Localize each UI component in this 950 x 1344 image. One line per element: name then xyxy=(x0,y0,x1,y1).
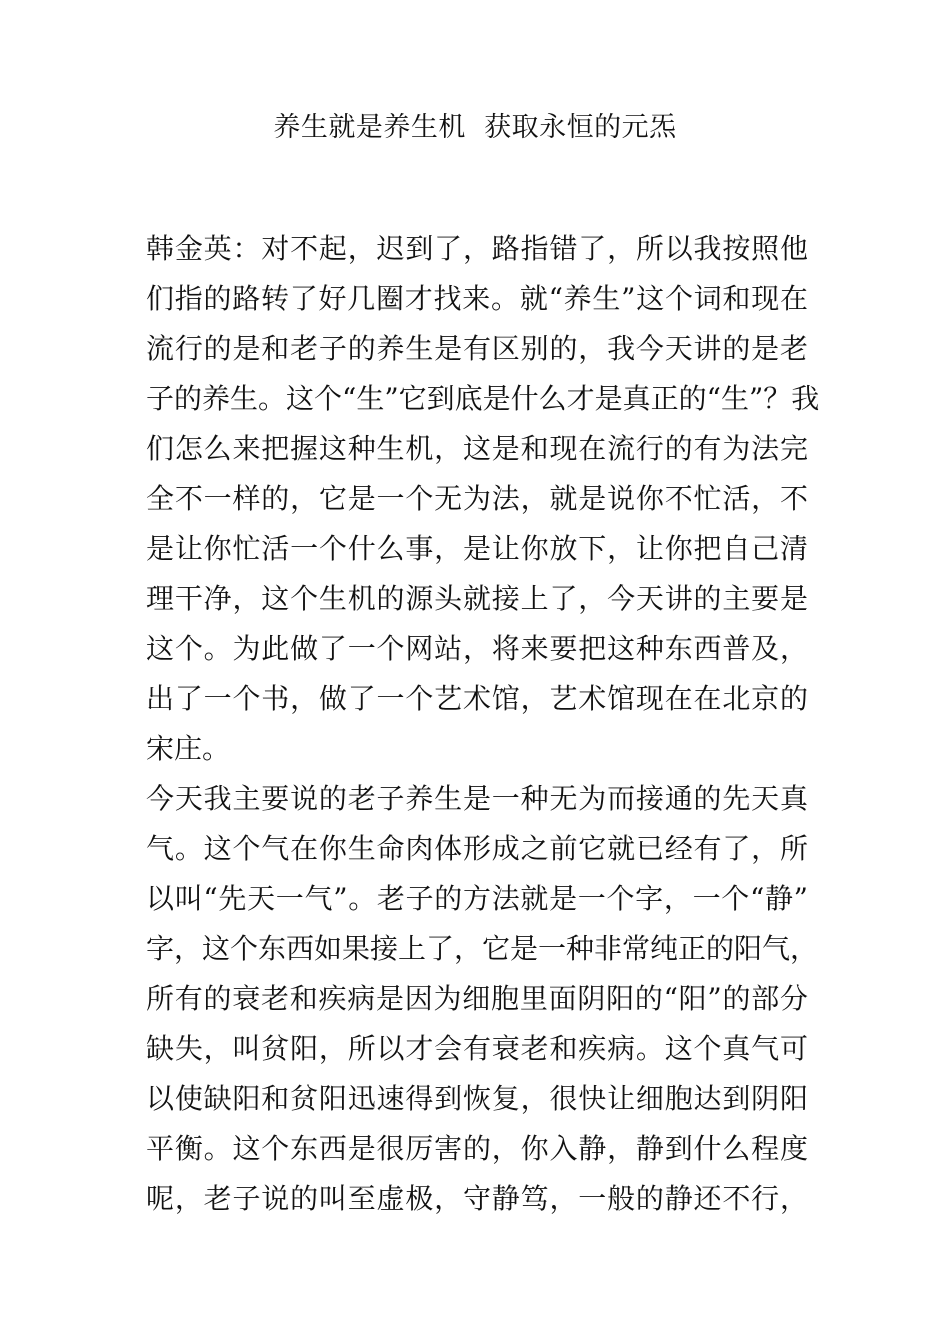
text-line: 理干净，这个生机的源头就接上了，今天讲的主要是 xyxy=(146,582,808,615)
paragraph-1 xyxy=(146,224,820,774)
text-line: 以叫“先天一气”。老子的方法就是一个字，一个“静” xyxy=(146,882,808,915)
text-line: 字，这个东西如果接上了，它是一种非常纯正的阳气， xyxy=(146,932,819,965)
text-line: 流行的是和老子的养生是有区别的，我今天讲的是老 xyxy=(146,332,808,365)
text-line: 全不一样的，它是一个无为法，就是说你不忙活，不 xyxy=(146,482,808,515)
text-line: 所有的衰老和疾病是因为细胞里面阴阳的“阳”的部分 xyxy=(146,982,808,1015)
paragraph-2 xyxy=(146,774,819,1224)
text-line: 平衡。这个东西是很厉害的，你入静，静到什么程度 xyxy=(146,1132,808,1165)
text-line: 呢，老子说的叫至虚极，守静笃，一般的静还不行， xyxy=(146,1182,808,1215)
text-line: 宋庄。 xyxy=(146,732,231,765)
document-title: 养生就是养生机 获取永恒的元炁 xyxy=(273,112,677,143)
text-line: 以使缺阳和贫阳迅速得到恢复，很快让细胞达到阴阳 xyxy=(146,1082,808,1115)
text-line: 气。这个气在你生命肉体形成之前它就已经有了，所 xyxy=(146,832,808,865)
text-line: 这个。为此做了一个网站，将来要把这种东西普及， xyxy=(146,632,808,665)
text-line: 出了一个书，做了一个艺术馆，艺术馆现在在北京的 xyxy=(146,682,808,715)
text-line: 韩金英：对不起，迟到了，路指错了，所以我按照他 xyxy=(146,232,808,265)
text-line: 是让你忙活一个什么事，是让你放下，让你把自己清 xyxy=(146,532,808,565)
document-body xyxy=(146,224,820,1224)
text-line: 今天我主要说的老子养生是一种无为而接通的先天真 xyxy=(146,782,808,815)
text-line: 们怎么来把握这种生机，这是和现在流行的有为法完 xyxy=(146,432,808,465)
text-line: 缺失，叫贫阳，所以才会有衰老和疾病。这个真气可 xyxy=(146,1032,808,1065)
text-line: 们指的路转了好几圈才找来。就“养生”这个词和现在 xyxy=(146,282,808,315)
text-line: 子的养生。这个“生”它到底是什么才是真正的“生”？我 xyxy=(146,382,820,415)
